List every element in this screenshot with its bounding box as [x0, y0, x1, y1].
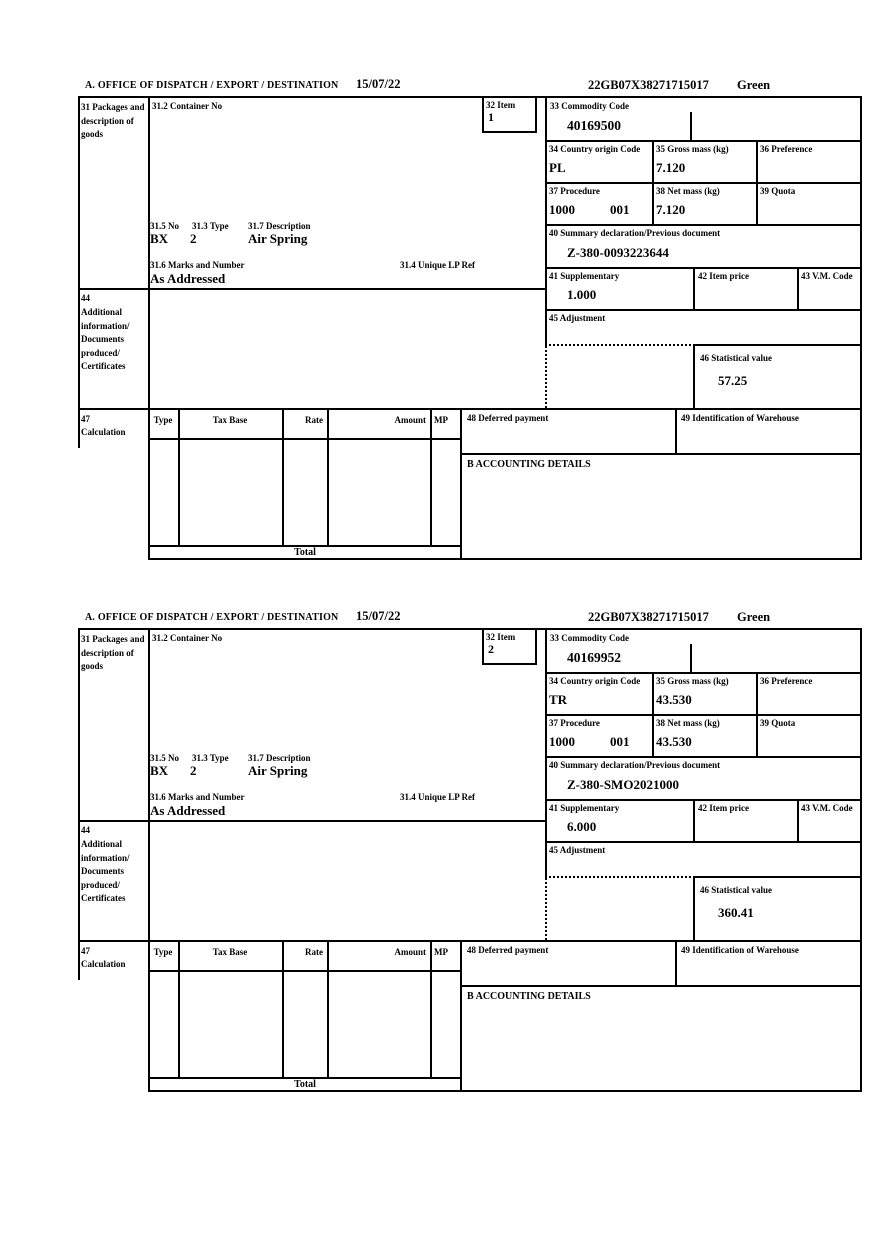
calc-col-rate: Rate — [305, 415, 323, 425]
border-line — [78, 628, 862, 630]
dotted-border-line — [545, 344, 695, 346]
border-line — [178, 408, 180, 547]
dotted-border-line — [545, 876, 695, 878]
border-line — [675, 940, 677, 987]
border-line — [482, 96, 484, 133]
net-mass-value: 7.120 — [656, 202, 686, 217]
border-line — [430, 408, 432, 547]
mrn-value: 22GB07X38271715017 — [588, 610, 709, 624]
border-line — [545, 714, 862, 716]
border-line — [652, 140, 654, 226]
procedure-ext-value: 001 — [610, 734, 630, 749]
border-line — [545, 267, 862, 269]
border-line — [78, 408, 862, 410]
border-line — [652, 672, 654, 758]
border-line — [545, 182, 862, 184]
commodity-code-value: 40169952 — [567, 650, 621, 665]
warehouse-id-label: 49 Identification of Warehouse — [681, 413, 799, 423]
gross-mass-label: 35 Gross mass (kg) — [656, 676, 729, 686]
commodity-code-label: 33 Commodity Code — [550, 633, 629, 643]
packages-description-label: 31 Packages and description of goods — [81, 634, 145, 671]
border-line — [693, 876, 862, 878]
border-line — [148, 96, 150, 560]
package-type-label: 31.3 Type — [192, 753, 229, 763]
border-line — [545, 672, 862, 674]
container-no-label: 31.2 Container No — [152, 101, 223, 111]
dotted-border-line — [545, 878, 547, 940]
border-line — [545, 841, 862, 843]
declaration-date: 15/07/22 — [356, 77, 401, 91]
border-line — [756, 672, 758, 758]
package-no-value: BX — [150, 231, 169, 246]
form-section — [0, 0, 882, 570]
border-line — [327, 408, 329, 547]
declaration-date: 15/07/22 — [356, 609, 401, 623]
package-no-label: 31.5 No — [150, 221, 179, 231]
border-line — [693, 799, 695, 843]
border-line — [675, 408, 677, 455]
container-no-label: 31.2 Container No — [152, 633, 223, 643]
border-line — [282, 940, 284, 1079]
commodity-code-value: 40169500 — [567, 118, 621, 133]
border-line — [693, 344, 695, 410]
summary-declaration-value: Z-380-0093223644 — [567, 245, 669, 260]
procedure-value: 1000 — [549, 202, 575, 217]
preference-label: 36 Preference — [760, 676, 813, 686]
total-label: Total — [294, 547, 316, 558]
border-line — [78, 628, 80, 980]
border-line — [460, 940, 462, 1092]
item-price-label: 42 Item price — [698, 271, 749, 281]
item-number-label: 32 Item — [486, 632, 516, 642]
item-price-label: 42 Item price — [698, 803, 749, 813]
country-origin-label: 34 Country origin Code — [549, 676, 641, 686]
routing-indicator: Green — [737, 78, 771, 92]
package-no-value: BX — [150, 763, 169, 778]
gross-mass-value: 43.530 — [656, 692, 692, 707]
unique-lp-ref-label: 31.4 Unique LP Ref — [400, 260, 476, 270]
deferred-payment-label: 48 Deferred payment — [467, 945, 549, 955]
package-type-value: 2 — [190, 763, 197, 778]
commodity-code-divider — [690, 644, 692, 674]
summary-declaration-value: Z-380-SMO2021000 — [567, 777, 679, 792]
border-line — [545, 224, 862, 226]
unique-lp-ref-label: 31.4 Unique LP Ref — [400, 792, 476, 802]
office-of-dispatch-label: A. OFFICE OF DISPATCH / EXPORT / DESTINATION — [85, 612, 339, 623]
adjustment-label: 45 Adjustment — [549, 313, 606, 323]
dotted-border-line — [545, 346, 547, 408]
border-line — [756, 140, 758, 226]
calculation-number: 47 — [81, 414, 90, 424]
border-line — [78, 288, 547, 290]
procedure-label: 37 Procedure — [549, 718, 600, 728]
marks-number-label: 31.6 Marks and Number — [150, 260, 245, 270]
border-line — [282, 408, 284, 547]
calc-col-mp: MP — [434, 947, 448, 957]
accounting-details-label: B ACCOUNTING DETAILS — [467, 991, 591, 1002]
border-line — [797, 267, 799, 311]
goods-description-label: 31.7 Description — [248, 753, 311, 763]
procedure-ext-value: 001 — [610, 202, 630, 217]
marks-number-label: 31.6 Marks and Number — [150, 792, 245, 802]
calc-col-type: Type — [153, 947, 173, 957]
statistical-value: 360.41 — [718, 905, 754, 920]
border-line — [535, 628, 537, 665]
goods-description-value: Air Spring — [248, 231, 308, 246]
item-number-value: 1 — [488, 110, 494, 124]
calc-col-amount: Amount — [394, 947, 426, 957]
border-line — [693, 267, 695, 311]
calculation-label: Calculation — [81, 959, 126, 969]
calc-col-tax-base: Tax Base — [212, 947, 248, 957]
calculation-number: 47 — [81, 946, 90, 956]
summary-declaration-label: 40 Summary declaration/Previous document — [549, 228, 721, 238]
border-line — [860, 628, 862, 1092]
border-line — [482, 663, 537, 665]
border-line — [545, 140, 862, 142]
calc-col-type: Type — [153, 415, 173, 425]
statistical-value: 57.25 — [718, 373, 748, 388]
supplementary-label: 41 Supplementary — [549, 271, 620, 281]
border-line — [482, 628, 484, 665]
package-type-value: 2 — [190, 231, 197, 246]
routing-indicator: Green — [737, 610, 771, 624]
mrn-value: 22GB07X38271715017 — [588, 78, 709, 92]
border-line — [545, 309, 862, 311]
border-line — [797, 799, 799, 843]
additional-info-number: 44 — [81, 825, 90, 835]
summary-declaration-label: 40 Summary declaration/Previous document — [549, 760, 721, 770]
border-line — [78, 820, 547, 822]
additional-info-number: 44 — [81, 293, 90, 303]
quota-label: 39 Quota — [760, 186, 796, 196]
procedure-value: 1000 — [549, 734, 575, 749]
packages-description-label: 31 Packages and description of goods — [81, 102, 145, 139]
calc-col-mp: MP — [434, 415, 448, 425]
border-line — [460, 453, 862, 455]
calc-col-amount: Amount — [394, 415, 426, 425]
border-line — [148, 628, 150, 1092]
border-line — [693, 876, 695, 942]
deferred-payment-label: 48 Deferred payment — [467, 413, 549, 423]
statistical-value-label: 46 Statistical value — [700, 353, 772, 363]
commodity-code-label: 33 Commodity Code — [550, 101, 629, 111]
gross-mass-label: 35 Gross mass (kg) — [656, 144, 729, 154]
net-mass-label: 38 Net mass (kg) — [656, 186, 720, 196]
procedure-label: 37 Procedure — [549, 186, 600, 196]
border-line — [327, 940, 329, 1079]
border-line — [545, 756, 862, 758]
goods-description-label: 31.7 Description — [248, 221, 311, 231]
border-line — [148, 438, 462, 440]
calc-col-rate: Rate — [305, 947, 323, 957]
net-mass-value: 43.530 — [656, 734, 692, 749]
office-of-dispatch-label: A. OFFICE OF DISPATCH / EXPORT / DESTINATION — [85, 80, 339, 91]
supplementary-label: 41 Supplementary — [549, 803, 620, 813]
additional-info-label: Additional information/ Documents produced/ Certificates — [81, 839, 130, 903]
calc-col-tax-base: Tax Base — [212, 415, 248, 425]
gross-mass-value: 7.120 — [656, 160, 686, 175]
border-line — [78, 96, 862, 98]
preference-label: 36 Preference — [760, 144, 813, 154]
warehouse-id-label: 49 Identification of Warehouse — [681, 945, 799, 955]
form-section — [0, 532, 882, 1102]
calculation-label: Calculation — [81, 427, 126, 437]
item-number-value: 2 — [488, 642, 494, 656]
vm-code-label: 43 V.M. Code — [801, 271, 853, 281]
supplementary-value: 6.000 — [567, 819, 597, 834]
border-line — [535, 96, 537, 133]
net-mass-label: 38 Net mass (kg) — [656, 718, 720, 728]
total-label: Total — [294, 1079, 316, 1090]
marks-number-value: As Addressed — [150, 271, 226, 286]
package-type-label: 31.3 Type — [192, 221, 229, 231]
border-line — [860, 96, 862, 560]
country-origin-value: TR — [549, 692, 568, 707]
border-line — [482, 131, 537, 133]
supplementary-value: 1.000 — [567, 287, 597, 302]
border-line — [78, 96, 80, 448]
item-number-label: 32 Item — [486, 100, 516, 110]
accounting-details-label: B ACCOUNTING DETAILS — [467, 459, 591, 470]
commodity-code-divider — [690, 112, 692, 142]
additional-info-label: Additional information/ Documents produced/ Certificates — [81, 307, 130, 371]
quota-label: 39 Quota — [760, 718, 796, 728]
border-line — [693, 344, 862, 346]
country-origin-value: PL — [549, 160, 566, 175]
border-line — [460, 985, 862, 987]
goods-description-value: Air Spring — [248, 763, 308, 778]
marks-number-value: As Addressed — [150, 803, 226, 818]
statistical-value-label: 46 Statistical value — [700, 885, 772, 895]
border-line — [545, 799, 862, 801]
vm-code-label: 43 V.M. Code — [801, 803, 853, 813]
border-line — [78, 940, 862, 942]
package-no-label: 31.5 No — [150, 753, 179, 763]
border-line — [430, 940, 432, 1079]
border-line — [148, 970, 462, 972]
adjustment-label: 45 Adjustment — [549, 845, 606, 855]
country-origin-label: 34 Country origin Code — [549, 144, 641, 154]
border-line — [178, 940, 180, 1079]
